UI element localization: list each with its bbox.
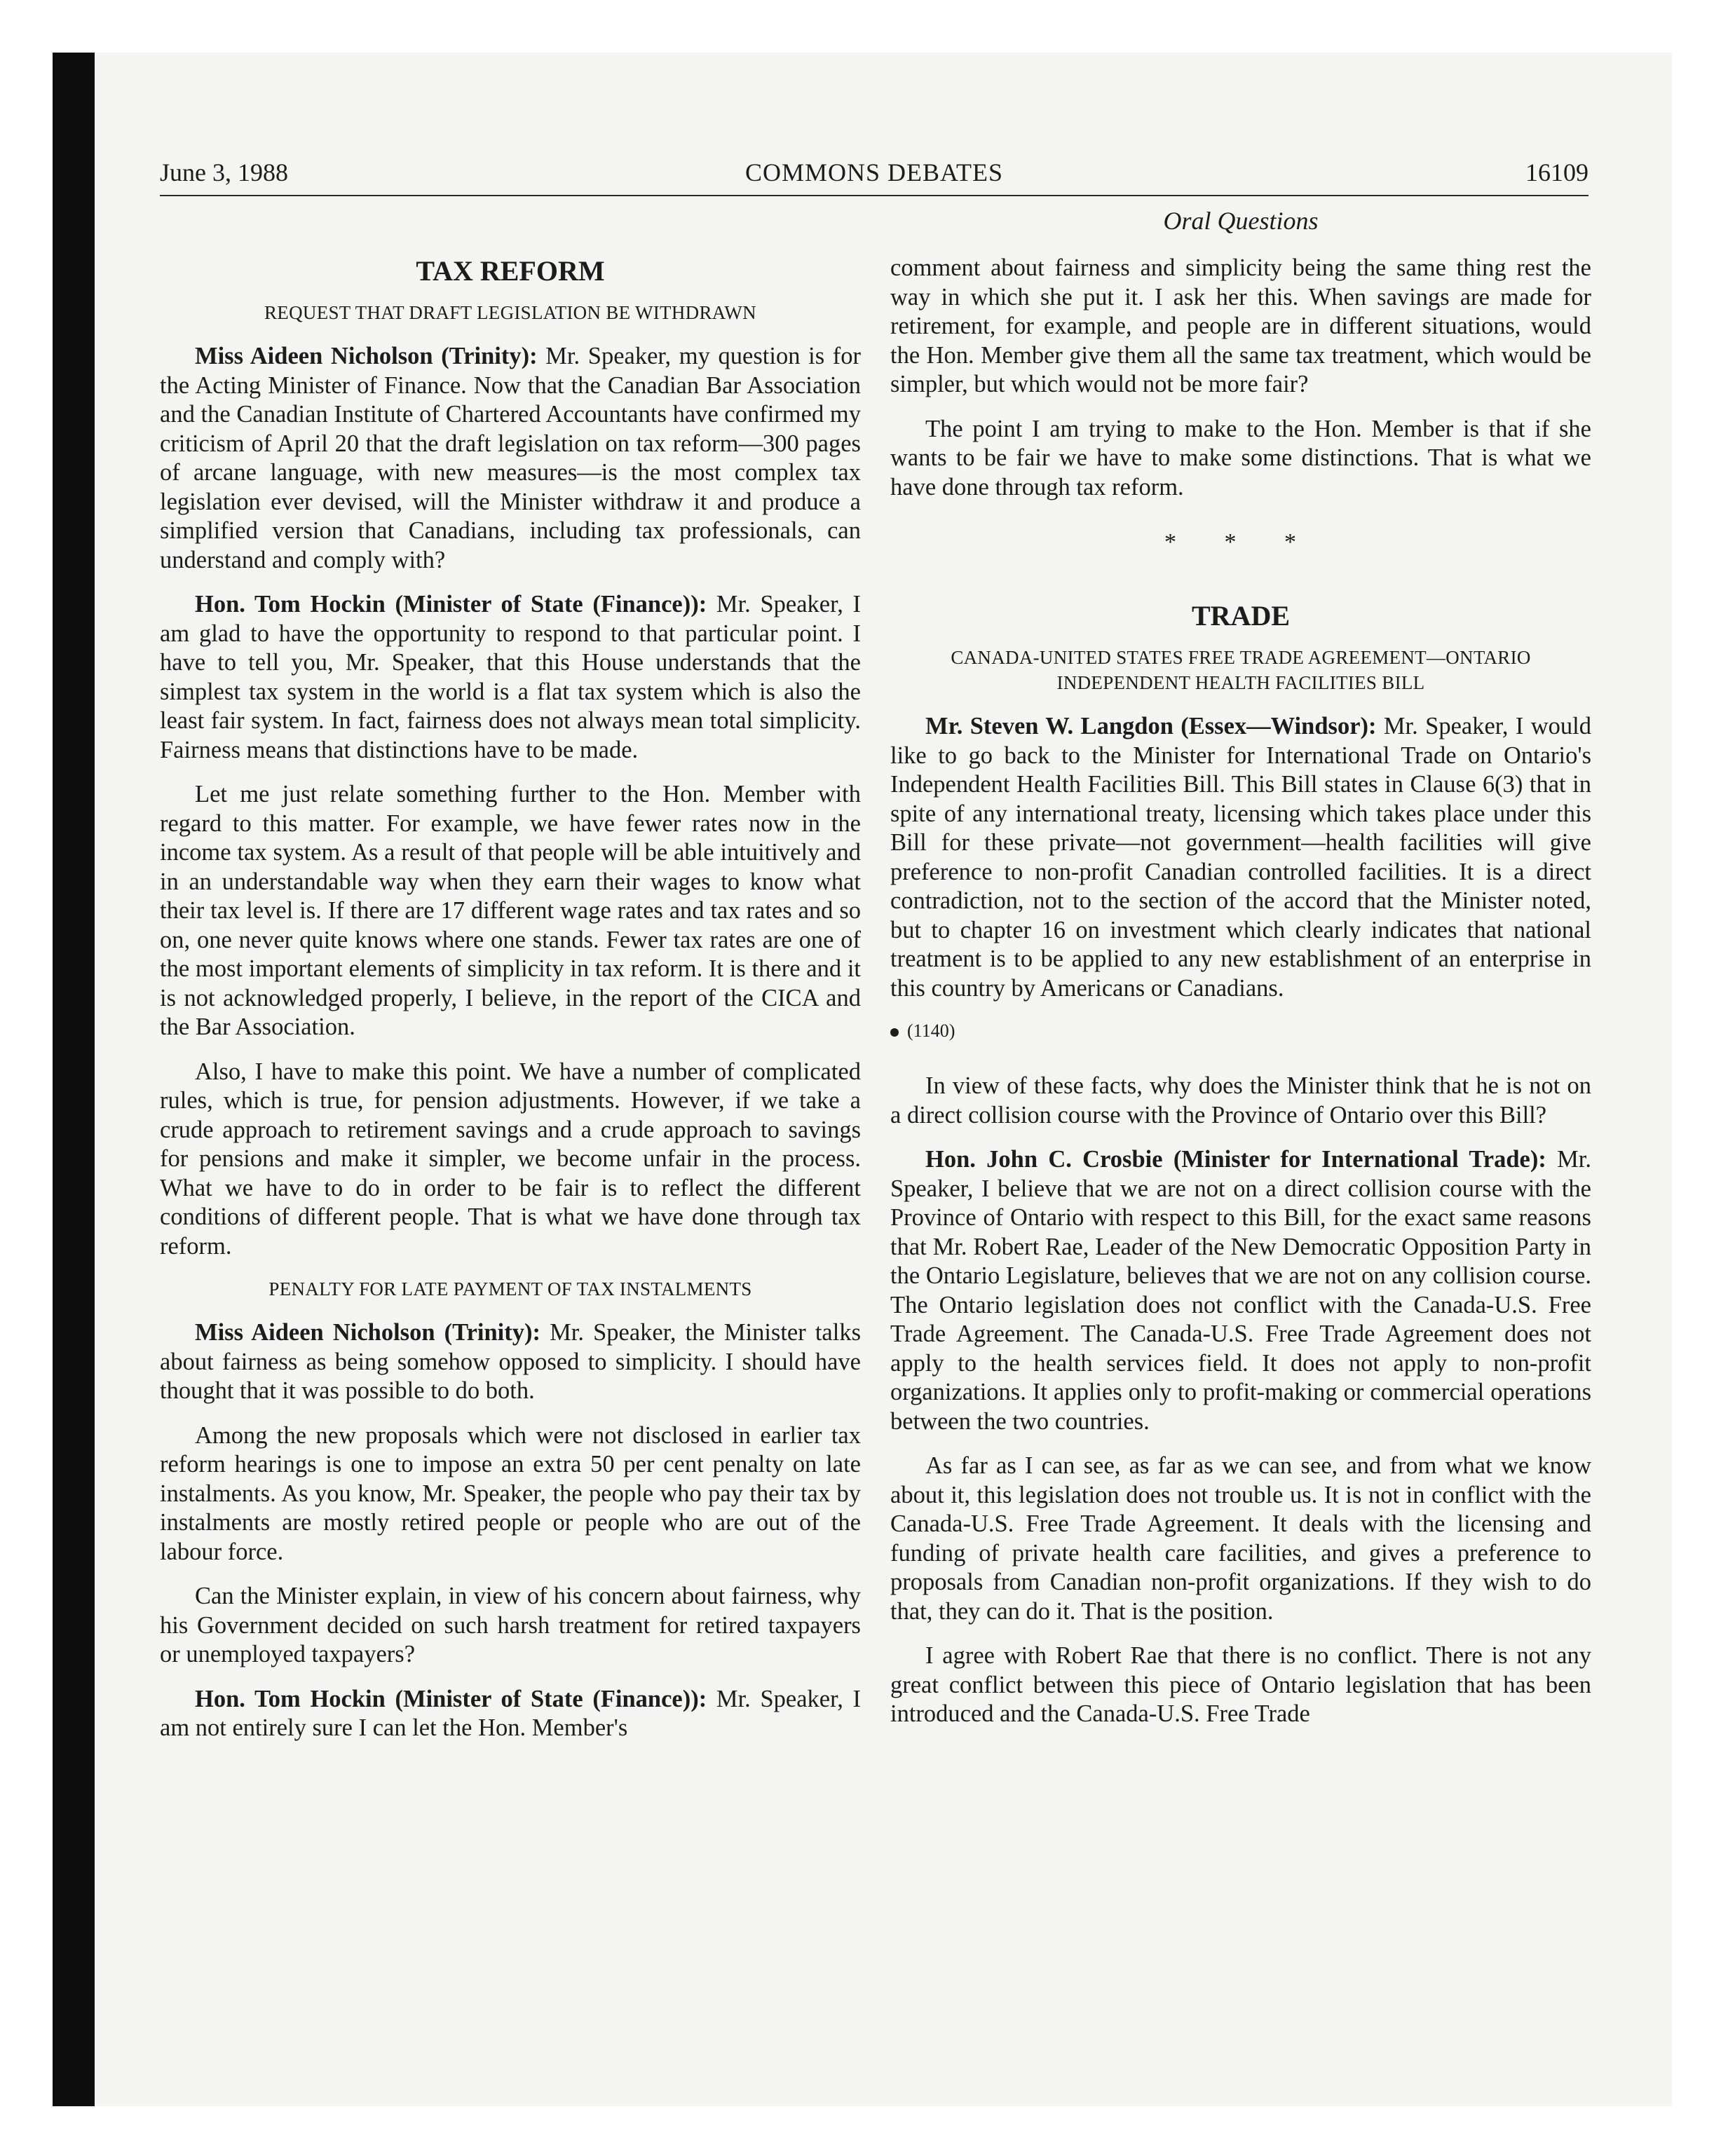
speech-text: Mr. Speaker, I am glad to have the opportunity to respond to that particular point. I have to tell you, Mr. Speaker, that this House understands that the simplest tax system in the world is a flat tax system which is also the least fair system. In fact, fairness does not always mean total simplicity. Fairness means that distinctions have to be made. <box>160 591 861 763</box>
speech-text: Mr. Speaker, I believe that we are not on a direct collision course with the Province of Ontario with respect to this Bill, for the exact same reasons that Mr. Robert Rae, Leader of the New Democratic Opposition Party in the Ontario Legislature, believes that we are not on any collision course. The Ontario legislation does not conflict with the Canada-U.S. Free Trade Agreement. The Canada-U.S. Free Trade Agreement does not apply to the health services field. It does not apply to non-profit organizations. It applies only to profit-making or commercial operations between the two countries. <box>890 1146 1592 1435</box>
speaker-name: Hon. John C. Crosbie (Minister for International Trade): <box>925 1146 1546 1173</box>
page-number: 16109 <box>1525 158 1588 186</box>
subheading-withdraw: REQUEST THAT DRAFT LEGISLATION BE WITHDRAWN <box>264 302 756 323</box>
speech-text: Mr. Speaker, I would like to go back to the Minister for International Trade on Ontario's Independent Health Facilities Bill. This Bill states in Clause 6(3) that in spite of any international treaty, licensing which takes place under this Bill for these private—not government—health facilities will give preference to non-profit Canadian controlled facilities. It is a direct contradiction, not to the section of the accord that the Minister noted, but to chapter 16 on investment which clearly indicates that national treatment is to be applied to any new establishment of an enterprise in this country by Americans or Canadians. <box>890 713 1591 1002</box>
heading-tax-reform: TAX REFORM <box>416 255 605 287</box>
left-column <box>160 254 861 1759</box>
paragraph <box>160 590 861 765</box>
paragraph <box>890 1145 1591 1436</box>
paragraph: Also, I have to make this point. We have a number of complicated rules, which is true, for pension adjustments. However, if we take a crude approach to retirement savings and a crude approach to savings for pensions and make it simpler, we become unfair in the process. What we have to do in order to be fair is to reflect the different conditions of different people. That is what we have done through tax reform. <box>160 1058 861 1260</box>
paragraph: Let me just relate something further to the Hon. Member with regard to this matter. For example, we have fewer rates now in the income tax system. As a result of that people will be able intuitively and in an understandable way when they earn their wages to know what their tax level is. If there are 17 different wage rates and tax rates and so on, one never quite knows where one stands. Fewer tax rates are one of the most important elements of simplicity in tax reform. It is there and it is not acknowledged properly, I believe, in the report of the CICA and the Bar Association. <box>160 781 861 1040</box>
paragraph <box>160 342 861 575</box>
speech-text: Mr. Speaker, I am not entirely sure I can let the Hon. Member's <box>160 1685 861 1741</box>
speaker-name: Mr. Steven W. Langdon (Essex—Windsor): <box>925 713 1377 739</box>
paragraph: Can the Minister explain, in view of his concern about fairness, why his Government decided on such harsh treatment for retired taxpayers or unemployed taxpayers? <box>160 1583 861 1667</box>
speech-text: Mr. Speaker, the Minister talks about fairness as being somehow opposed to simplicity. I should have thought that it was possible to do both. <box>160 1319 861 1404</box>
speaker-name: Hon. Tom Hockin (Minister of State (Finance)): <box>195 591 707 618</box>
scan-edge-bar <box>53 53 95 2106</box>
header-date: June 3, 1988 <box>160 158 288 186</box>
speech-text: Mr. Speaker, my question is for the Acting Minister of Finance. Now that the Canadian Bar Association and the Canadian Institute of Chartered Accountants have confirmed my criticism of April 20 that the draft legislation on tax reform—300 pages of arcane language, with new measures—is the most complex tax legislation ever devised, will the Minister withdraw it and produce a simplified version that Canadians, including tax professionals, can understand and comply with? <box>160 343 861 573</box>
header-title: COMMONS DEBATES <box>744 158 1004 186</box>
speaker-name: Miss Aideen Nicholson (Trinity): <box>195 343 538 369</box>
paragraph: I agree with Robert Rae that there is no conflict. There is not any great conflict between this piece of Ontario legislation that has been introduced and the Canada-U.S. Free Trade <box>890 1642 1591 1727</box>
section-title: Oral Questions <box>1163 207 1319 235</box>
paragraph: The point I am trying to make to the Hon. Member is that if she wants to be fair we have to make some distinctions. That is what we have done through tax reform. <box>890 415 1591 500</box>
paragraph <box>160 1685 861 1743</box>
paragraph: As far as I can see, as far as we can see, and from what we know about it, this legislation does not trouble us. It is not in conflict with the Canada-U.S. Free Trade Agreement. It deals with the licensing and funding of private health care facilities, and gives a preference to proposals from Canadian non-profit organizations. If they wish to do that, they can do it. That is the position. <box>890 1452 1591 1625</box>
paragraph <box>160 1318 861 1406</box>
paragraph: In view of these facts, why does the Minister think that he is not on a direct collision course with the Province of Ontario over this Bill? <box>890 1072 1591 1128</box>
time-stamp: (1140) <box>890 1018 1591 1044</box>
speaker-name: Hon. Tom Hockin (Minister of State (Finance)): <box>195 1685 707 1712</box>
heading-trade: TRADE <box>1191 600 1291 632</box>
subheading-free-trade: CANADA-UNITED STATES FREE TRADE AGREEMENT—ONTARIO INDEPENDENT HEALTH FACILITIES BILL <box>951 647 1531 693</box>
right-column <box>890 254 1591 1745</box>
section-divider: * * * <box>1164 529 1317 555</box>
paragraph: Among the new proposals which were not disclosed in earlier tax reform hearings is one to impose an extra 50 per cent penalty on late instalments. As you know, Mr. Speaker, the people who pay their tax by instalments are mostly retired people or people who are out of the labour force. <box>160 1421 861 1565</box>
paragraph <box>890 712 1591 1003</box>
subheading-penalty: PENALTY FOR LATE PAYMENT OF TAX INSTALMENTS <box>268 1278 752 1299</box>
page-header <box>160 156 1588 196</box>
speaker-name: Miss Aideen Nicholson (Trinity): <box>195 1319 540 1346</box>
bullet-icon <box>890 1028 899 1037</box>
paragraph: comment about fairness and simplicity being the same thing rest the way in which she put it. I ask her this. When savings are made for retirement, for example, and people are in different situations, would the Hon. Member give them all the same tax treatment, which would be simpler, but which would not be more fair? <box>890 254 1591 397</box>
